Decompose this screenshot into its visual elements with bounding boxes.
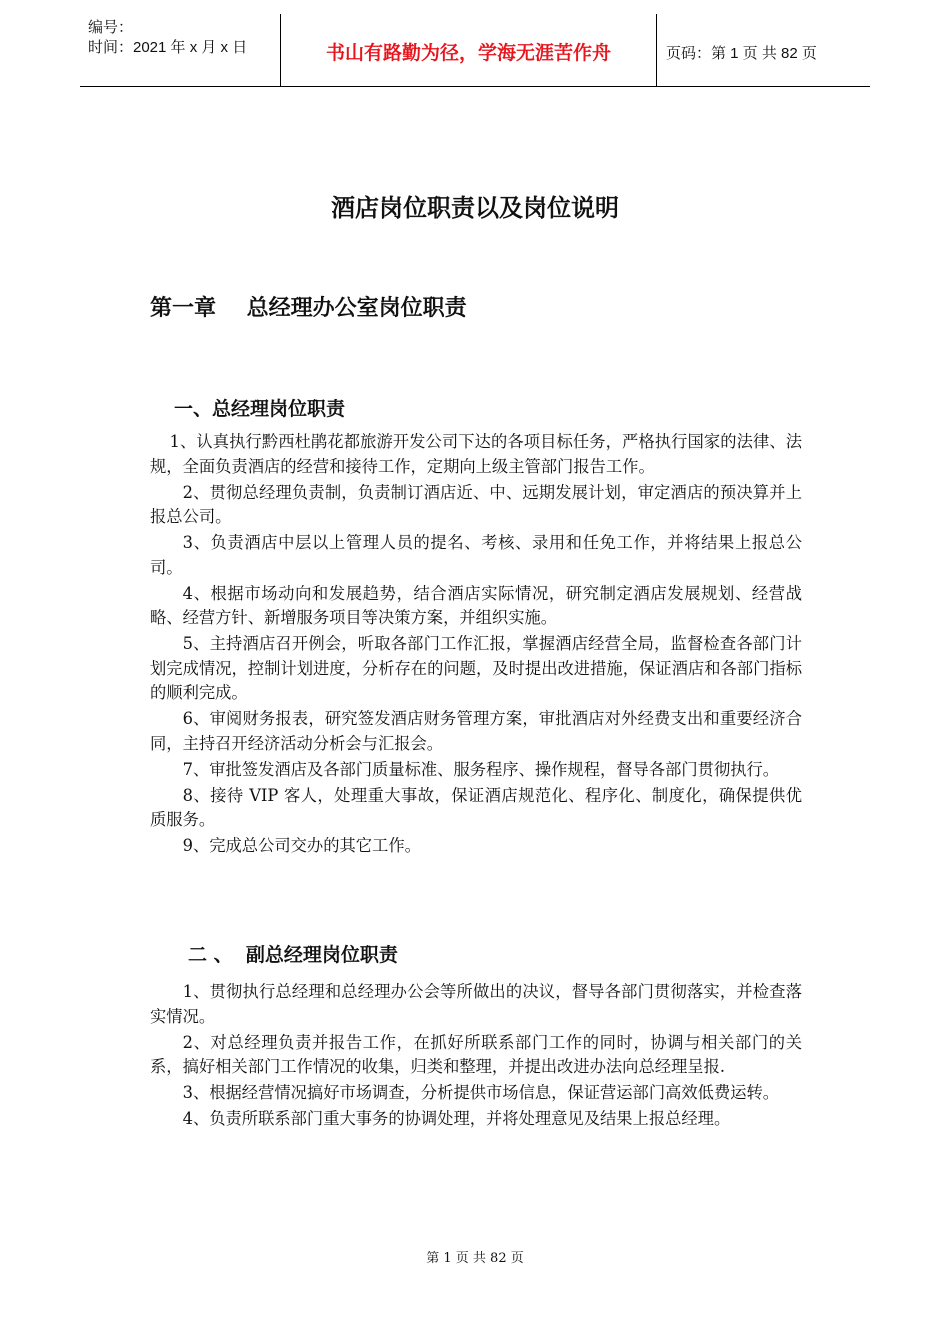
document-title: 酒店岗位职责以及岗位说明 — [331, 194, 619, 222]
paragraph: 3、负责酒店中层以上管理人员的提名、考核、录用和任免工作，并将结果上报总公司。 — [150, 533, 802, 577]
paragraph: 2、对总经理负责并报告工作，在抓好所联系部门工作的同时，协调与相关部门的关系，搞好相关部门工作情况的收集，归类和整理，并提出改进办法向总经理呈报. — [150, 1032, 802, 1076]
header-page-info: 页码：第 1 页 共 82 页 — [666, 45, 817, 62]
paragraph: 1、认真执行黔西杜鹃花都旅游开发公司下达的各项目标任务，严格执行国家的法律、法规，全面负责酒店的经营和接待工作，定期向上级主管部门报告工作。 — [150, 432, 802, 476]
paragraph: 7、审批签发酒店及各部门质量标准、服务程序、操作规程，督导各部门贯彻执行。 — [182, 759, 780, 779]
header-motto: 书山有路勤为径，学海无涯苦作舟 — [325, 42, 611, 64]
section-body — [150, 980, 802, 1133]
paragraph: 9、完成总公司交办的其它工作。 — [182, 836, 421, 855]
paragraph: 3、根据经营情况搞好市场调查，分析提供市场信息，保证营运部门高效低费运转。 — [182, 1083, 780, 1102]
paragraph: 4、根据市场动向和发展趋势，结合酒店实际情况，研究制定酒店发展规划、经营战略、经营方针、新增服务项目等决策方案，并组织实施。 — [150, 583, 802, 627]
header-meta — [88, 18, 247, 58]
paragraph: 1、贯彻执行总经理和总经理办公会等所做出的决议，督导各部门贯彻落实，并检查落实情况。 — [150, 982, 802, 1026]
section-heading: 二 、 副总经理岗位职责 — [188, 944, 398, 966]
section-body — [150, 430, 802, 860]
paragraph: 4、负责所联系部门重大事务的协调处理，并将处理意见及结果上报总经理。 — [182, 1109, 731, 1128]
header-time-label: 时间：2021 年 x 月 x 日 — [88, 39, 248, 56]
header-divider — [656, 14, 657, 86]
chapter-heading: 第一章 总经理办公室岗位职责 — [150, 296, 467, 321]
paragraph: 5、主持酒店召开例会，听取各部门工作汇报，掌握酒店经营全局，监督检查各部门计划完成情况，控制计划进度，分析存在的问题，及时提出改进措施，保证酒店和各部门指标的顺利完成。 — [150, 634, 802, 702]
paragraph: 8、接待 VIP 客人，处理重大事故，保证酒店规范化、程序化、制度化，确保提供优质服务。 — [150, 785, 802, 829]
page-header — [80, 14, 870, 87]
page-footer: 第 1 页 共 82 页 — [426, 1251, 524, 1266]
section-heading: 一、总经理岗位职责 — [174, 398, 346, 420]
header-number-label: 编号： — [88, 19, 134, 36]
paragraph: 2、贯彻总经理负责制，负责制订酒店近、中、远期发展计划，审定酒店的预决算并上报总公司。 — [150, 482, 802, 526]
paragraph: 6、审阅财务报表，研究签发酒店财务管理方案，审批酒店对外经费支出和重要经济合同，主持召开经济活动分析会与汇报会。 — [150, 709, 802, 753]
